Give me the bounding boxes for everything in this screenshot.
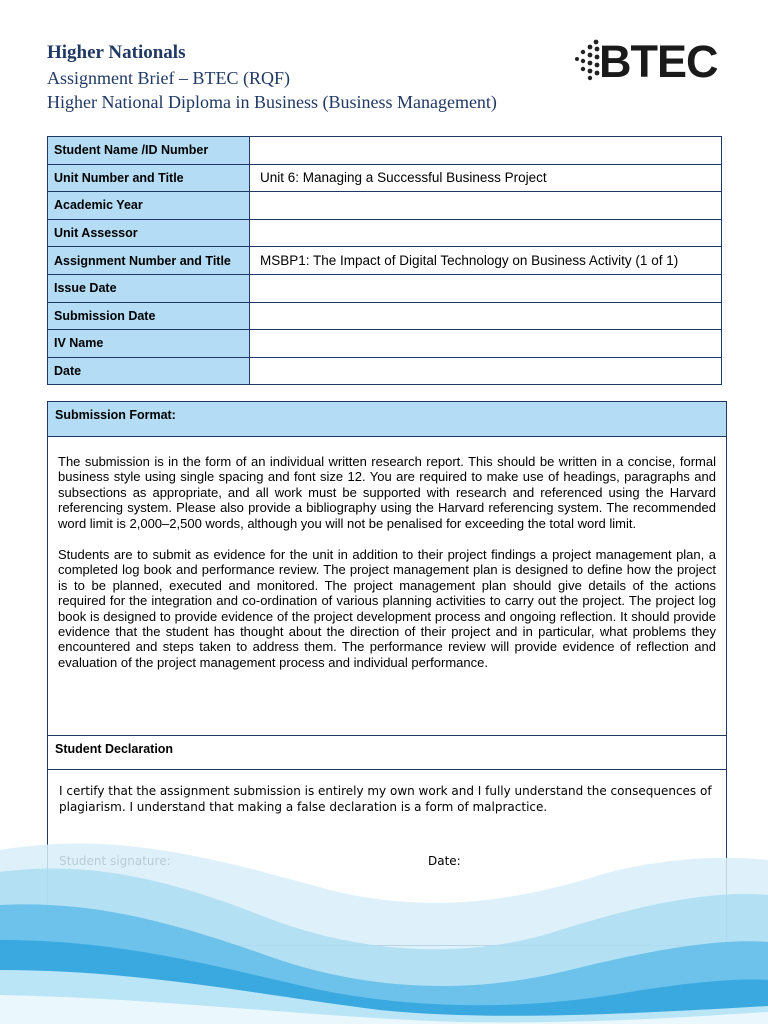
document-header xyxy=(47,40,497,114)
doc-subtitle-diploma: Higher National Diploma in Business (Business Management) xyxy=(47,92,497,112)
doc-title: Higher Nationals xyxy=(47,42,186,63)
assignment-info-table xyxy=(47,136,722,385)
info-row-value xyxy=(250,219,722,247)
info-table-row xyxy=(48,274,722,302)
decorative-waves xyxy=(0,820,768,1024)
btec-logo xyxy=(574,36,724,86)
info-table-row xyxy=(48,247,722,275)
declaration-text: I certify that the assignment submission is entirely my own work and I fully understand the consequences of plagiarism. I understand that making a false declaration is a form of malpractice. xyxy=(59,784,712,814)
info-row-value: MSBP1: The Impact of Digital Technology on Business Activity (1 of 1) xyxy=(250,247,722,275)
info-row-label: Date xyxy=(48,357,250,385)
info-row-label: IV Name xyxy=(48,330,250,358)
info-row-value xyxy=(250,357,722,385)
submission-paragraph: The submission is in the form of an individual written research report. This should be written in a concise, formal business style using single spacing and font size 12. You are required to make use of headings, paragraphs and subsections as appropriate, and all work must be supported with research and referenced using the Harvard referencing system. Please also provide a bibliography using the Harvard referencing system. The recommended word limit is 2,000–2,500 words, although you will not be penalised for exceeding the total word limit. xyxy=(58,454,716,531)
info-row-value xyxy=(250,330,722,358)
submission-format-heading: Submission Format: xyxy=(48,402,726,437)
info-table-row xyxy=(48,219,722,247)
info-row-label: Student Name /ID Number xyxy=(48,137,250,165)
btec-dots-icon xyxy=(574,38,602,82)
info-row-value xyxy=(250,137,722,165)
info-row-label: Submission Date xyxy=(48,302,250,330)
info-row-label: Unit Assessor xyxy=(48,219,250,247)
info-table-row xyxy=(48,192,722,220)
declaration-date-label: Date: xyxy=(428,854,461,868)
submission-paragraph: Students are to submit as evidence for the unit in addition to their project findings a project management plan, a completed log book and performance review. The project management plan is designed to define how the project is to be planned, executed and monitored. The project management plan should give details of the actions required for the integration and co-ordination of various planning activities to carry out the project. The project log book is designed to provide evidence of the project development process and ongoing reflection. It should provide evidence that the student has thought about the direction of their project and in particular, what problems they encountered and steps taken to address them. The performance review will provide evidence of reflection and evaluation of the project management process and individual performance. xyxy=(58,547,716,670)
btec-logo-text: BTEC xyxy=(599,36,718,87)
info-row-label: Assignment Number and Title xyxy=(48,247,250,275)
info-table-row xyxy=(48,302,722,330)
info-table-row xyxy=(48,357,722,385)
doc-subtitle-brief: Assignment Brief – BTEC (RQF) xyxy=(47,68,290,88)
submission-format-body xyxy=(48,437,726,736)
info-row-value: Unit 6: Managing a Successful Business Project xyxy=(250,164,722,192)
info-row-label: Issue Date xyxy=(48,274,250,302)
info-row-value xyxy=(250,302,722,330)
info-row-value xyxy=(250,192,722,220)
info-table-row xyxy=(48,137,722,165)
student-declaration-heading: Student Declaration xyxy=(48,736,726,770)
info-row-label: Unit Number and Title xyxy=(48,164,250,192)
info-table-row xyxy=(48,164,722,192)
info-row-value xyxy=(250,274,722,302)
info-row-label: Academic Year xyxy=(48,192,250,220)
info-table-row xyxy=(48,330,722,358)
